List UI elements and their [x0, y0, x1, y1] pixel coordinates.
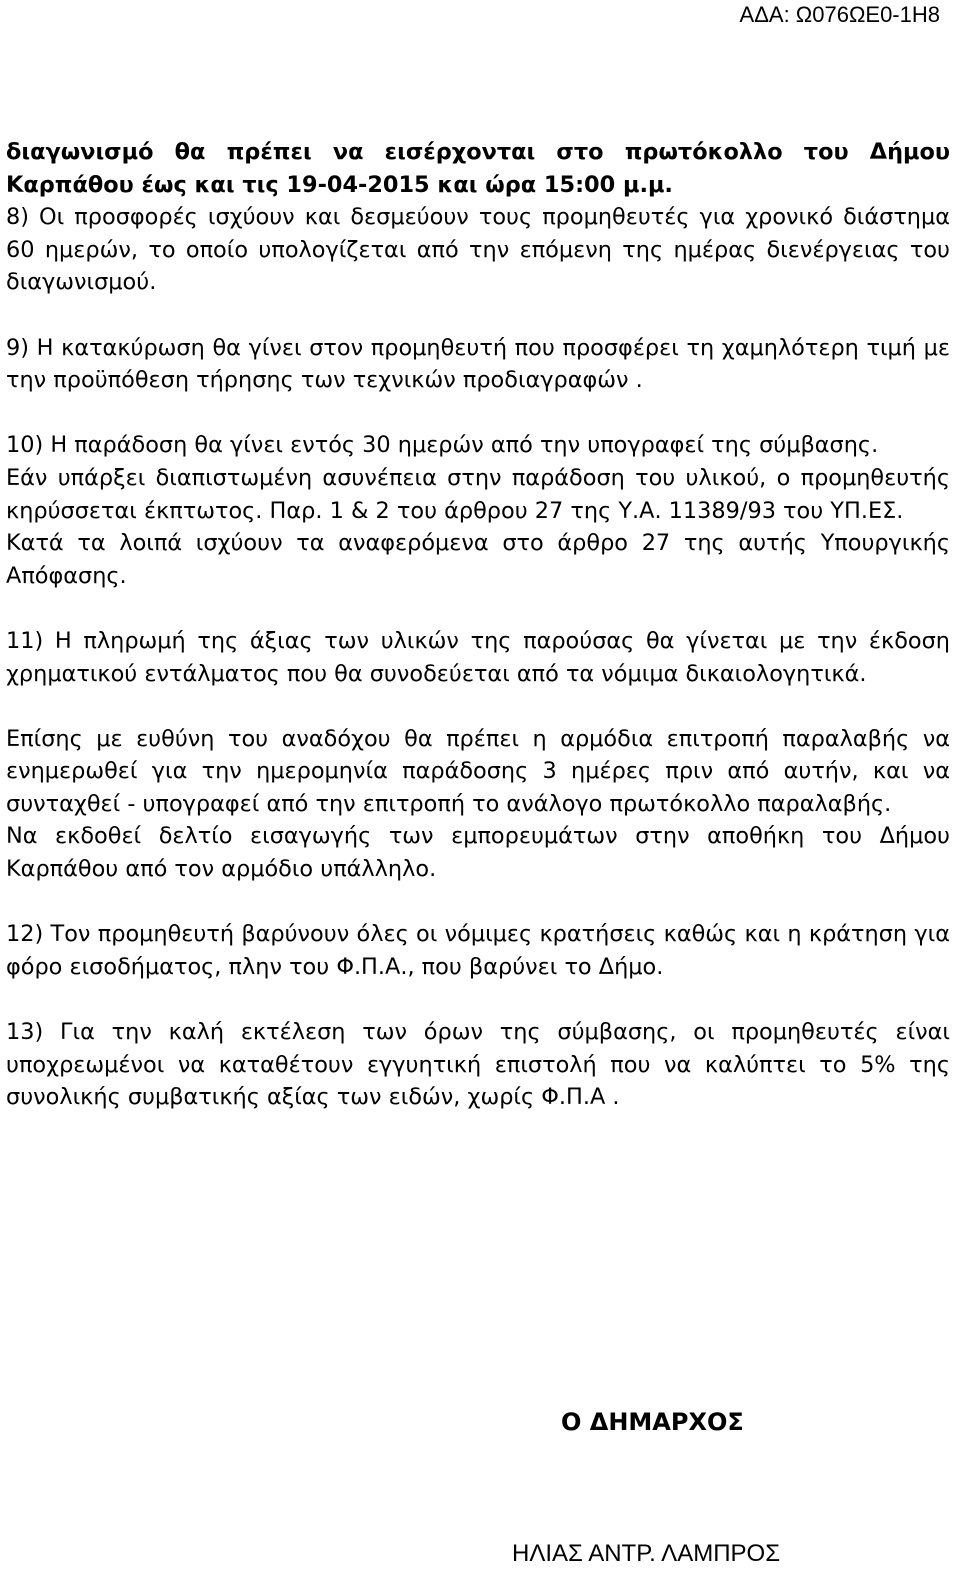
- signature-title: Ο ΔΗΜΑΡΧΟΣ: [561, 1408, 744, 1436]
- offers-validity-paragraph: 8) Οι προσφορές ισχύουν και δεσμεύουν τους προμηθευτές για χρονικό διάστημα 60 ημερών, το οποίο υπολογίζεται από την επόμενη της ημέρας διενέργειας του διαγωνισμού.: [6, 204, 950, 296]
- signatory-name: ΗΛΙΑΣ ΑΝΤΡ. ΛΑΜΠΡΟΣ: [512, 1540, 781, 1567]
- document-body: [6, 136, 950, 1114]
- warehouse-entry-paragraph: Να εκδοθεί δελτίο εισαγωγής των εμπορευμάτων στην αποθήκη του Δήμου Καρπάθου από τον αρμόδιο υπάλληλο.: [6, 823, 950, 883]
- ada-code: ΑΔΑ: Ω076ΩΕ0-1Η8: [739, 2, 940, 27]
- receipt-committee-paragraph: Επίσης με ευθύνη του αναδόχου θα πρέπει η αρμόδια επιτροπή παραλαβής να ενημερωθεί για την ημερομηνία παράδοσης 3 ημέρες πριν από αυτήν, και να συνταχθεί - υπογραφεί από την επιτροπή το ανάλογο πρωτόκολλο παραλαβής.: [6, 725, 950, 817]
- submission-deadline-paragraph: διαγωνισμό θα πρέπει να εισέρχονται στο πρωτόκολλο του Δήμου Καρπάθου έως και τις 19-04-2015 και ώρα 15:00 μ.μ.: [6, 139, 950, 198]
- delivery-paragraph: 10) Η παράδοση θα γίνει εντός 30 ημερών από την υπογραφεί της σύμβασης.: [6, 432, 879, 459]
- payment-paragraph: 11) Η πληρωμή της άξιας των υλικών της παρούσας θα γίνεται με την έκδοση χρηματικού εντάλματος που θα συνοδεύεται από τα νόμιμα δικαιολογητικά.: [6, 627, 950, 687]
- award-paragraph: 9) Η κατακύρωση θα γίνει στον προμηθευτή που προσφέρει τη χαμηλότερη τιμή με την προϋπόθεση τήρησης των τεχνικών προδιαγραφών .: [6, 334, 950, 394]
- guarantee-paragraph: 13) Για την καλή εκτέλεση των όρων της σύμβασης, οι προμηθευτές είναι υποχρεωμένοι να καταθέτουν εγγυητική επιστολή που να καλύπτει το 5% της συνολικής συμβατικής αξίας των ειδών, χωρίς Φ.Π.Α .: [6, 1019, 950, 1111]
- delivery-breach-paragraph: Εάν υπάρξει διαπιστωμένη ασυνέπεια στην παράδοση του υλικού, ο προμηθευτής κηρύσσεται έκπτωτος. Παρ. 1 & 2 του άρθρου 27 της Υ.Α. 11389/93 του ΥΠ.ΕΣ.: [6, 464, 950, 524]
- deductions-paragraph: 12) Τον προμηθευτή βαρύνουν όλες οι νόμιμες κρατήσεις καθώς και η κράτηση για φόρο εισοδήματος, πλην του Φ.Π.Α., που βαρύνει το Δήμο.: [6, 921, 950, 980]
- other-provisions-paragraph: Κατά τα λοιπά ισχύουν τα αναφερόμενα στο άρθρο 27 της αυτής Υπουργικής Απόφασης.: [6, 530, 950, 589]
